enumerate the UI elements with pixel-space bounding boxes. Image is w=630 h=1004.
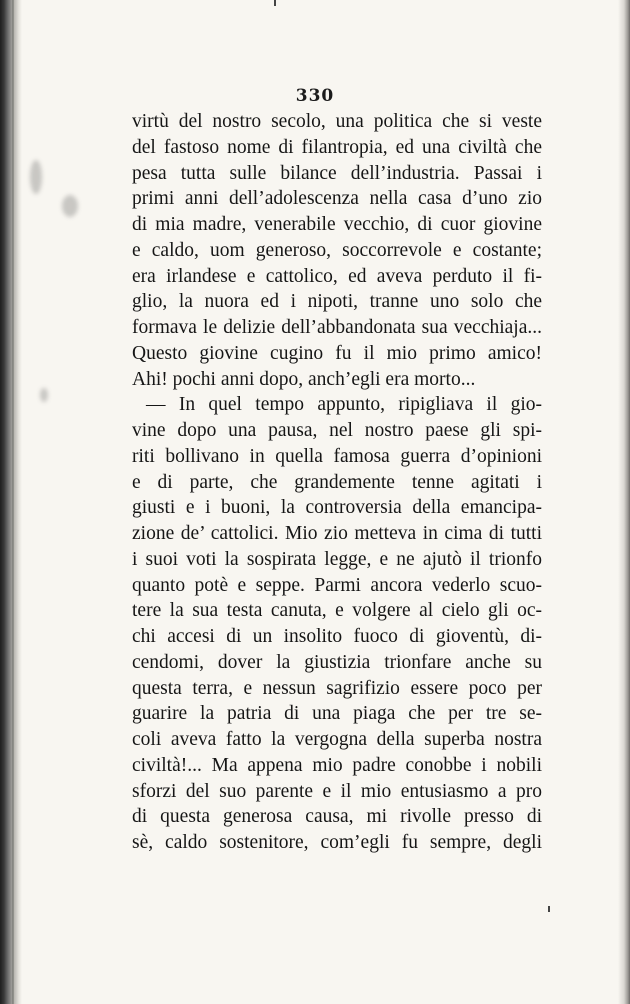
text-line: sè, caldo sostenitore, com’egli fu sempre, degli bbox=[132, 832, 542, 853]
text-line: pesa tutta sulle bilance dell’industria. Passai i bbox=[132, 162, 542, 184]
page-number: 330 bbox=[295, 86, 335, 106]
text-line: sforzi del suo parente e il mio entusiasmo a pro bbox=[132, 780, 542, 802]
text-line: e di parte, che grandemente tenne agitati i bbox=[132, 471, 542, 493]
text-line: — In quel tempo appunto, ripigliava il gio- bbox=[146, 394, 542, 416]
text-line: zione de’ cattolici. Mio zio metteva in cima di tutti bbox=[132, 523, 542, 544]
scan-smudge bbox=[40, 388, 48, 402]
text-line: glio, la nuora ed i nipoti, tranne uno solo che bbox=[132, 291, 542, 313]
text-line: vine dopo una pausa, nel nostro paese gli spi- bbox=[132, 420, 542, 441]
page-right-edge bbox=[618, 0, 630, 1004]
text-line: Questo giovine cugino fu il mio primo amico! bbox=[132, 342, 542, 364]
text-line: questa terra, e nessun sagrifizio essere poco per bbox=[132, 677, 542, 699]
text-line: riti bollivano in quella famosa guerra d’opinioni bbox=[132, 445, 542, 467]
text-line: del fastoso nome di filantropia, ed una civiltà che bbox=[132, 136, 542, 158]
text-line: giusti e i buoni, la controversia della emancipa- bbox=[132, 497, 542, 519]
scan-speck bbox=[274, 0, 276, 6]
text-line: coli aveva fatto la vergogna della superba nostra bbox=[132, 729, 542, 750]
text-line: guarire la patria di una piaga che per tre se- bbox=[132, 703, 542, 725]
book-spine-edge bbox=[0, 0, 22, 1004]
text-line: tere la sua testa canuta, e volgere al cielo gli oc- bbox=[132, 600, 542, 622]
text-line: e caldo, uom generoso, soccorrevole e costante; bbox=[132, 239, 542, 261]
scan-smudge bbox=[62, 195, 78, 217]
text-line: primi anni dell’adolescenza nella casa d’uno zio bbox=[132, 188, 542, 210]
text-line: di questa generosa causa, mi rivolle presso di bbox=[132, 806, 542, 828]
text-line: di mia madre, venerabile vecchio, di cuor giovine bbox=[132, 214, 542, 235]
text-line: chi accesi di un insolito fuoco di gioventù, di- bbox=[132, 626, 542, 647]
text-line: era irlandese e cattolico, ed aveva perduto il fi- bbox=[132, 265, 542, 287]
body-text bbox=[132, 109, 542, 856]
text-line: i suoi voti la sospirata legge, e ne ajutò il trionfo bbox=[132, 548, 542, 570]
text-line: cendomi, dover la giustizia trionfare anche su bbox=[132, 651, 542, 673]
scan-smudge bbox=[30, 160, 42, 194]
text-line: Ahi! pochi anni dopo, anch’egli era morto... bbox=[132, 368, 476, 390]
scan-speck bbox=[548, 906, 550, 912]
text-line: civiltà!... Ma appena mio padre conobbe i nobili bbox=[132, 754, 542, 776]
text-line: quanto potè e seppe. Parmi ancora vederlo scuo- bbox=[132, 574, 542, 596]
text-line: formava le delizie dell’abbandonata sua vecchiaja... bbox=[132, 317, 542, 338]
spine-shadow bbox=[12, 0, 14, 1004]
text-line: virtù del nostro secolo, una politica che si veste bbox=[132, 111, 542, 132]
